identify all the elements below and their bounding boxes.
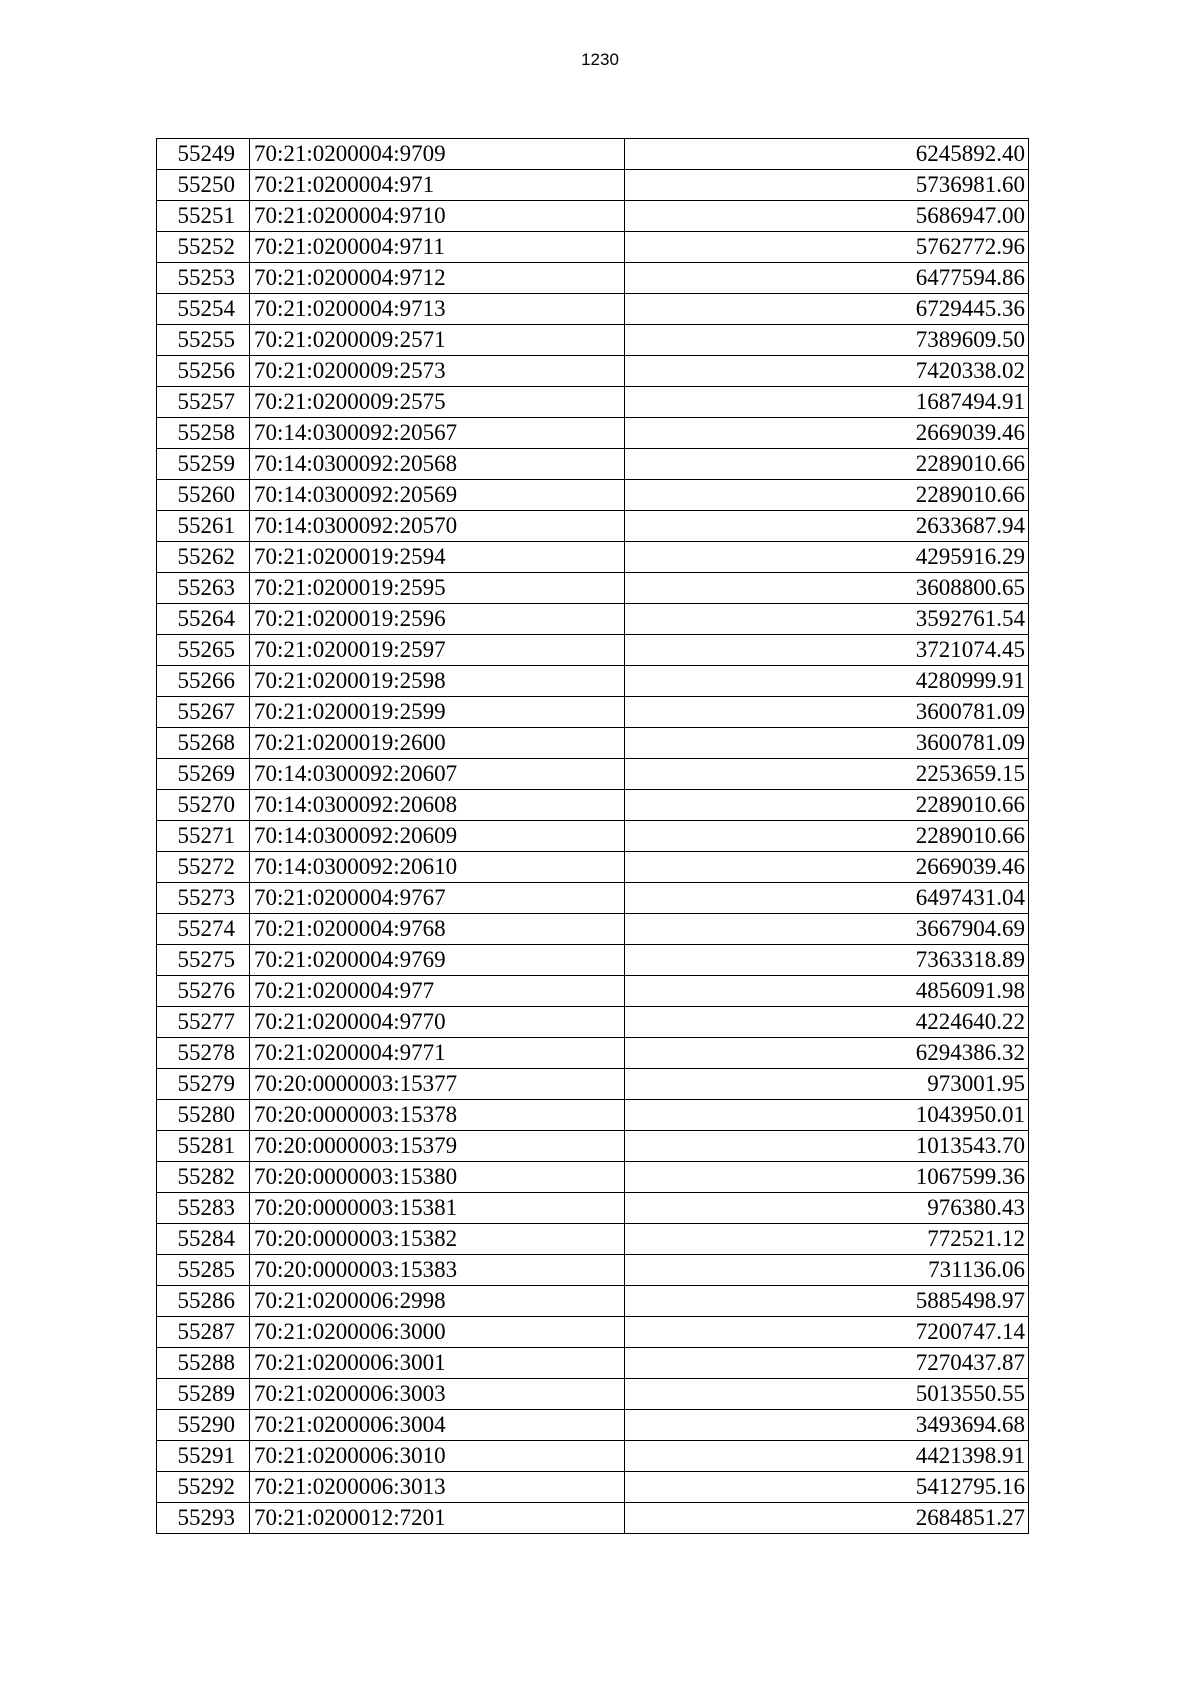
- row-number-cell: 55272: [157, 852, 250, 883]
- cadastral-number-cell: 70:21:0200004:9771: [250, 1038, 625, 1069]
- cadastral-value-cell: 6245892.40: [625, 139, 1029, 170]
- cadastral-number-cell: 70:21:0200004:9710: [250, 201, 625, 232]
- cadastral-value-cell: 2289010.66: [625, 821, 1029, 852]
- cadastral-number-cell: 70:20:0000003:15378: [250, 1100, 625, 1131]
- cadastral-number-cell: 70:21:0200019:2597: [250, 635, 625, 666]
- cadastral-number-cell: 70:14:0300092:20608: [250, 790, 625, 821]
- table-row: [157, 1503, 1029, 1534]
- table-row: [157, 976, 1029, 1007]
- row-number-cell: 55290: [157, 1410, 250, 1441]
- row-number-cell: 55271: [157, 821, 250, 852]
- cadastral-value-cell: 5885498.97: [625, 1286, 1029, 1317]
- table-body: [157, 139, 1029, 1534]
- table-row: [157, 1007, 1029, 1038]
- row-number-cell: 55257: [157, 387, 250, 418]
- row-number-cell: 55291: [157, 1441, 250, 1472]
- cadastral-value-cell: 6729445.36: [625, 294, 1029, 325]
- table-row: [157, 356, 1029, 387]
- cadastral-number-cell: 70:21:0200006:2998: [250, 1286, 625, 1317]
- cadastral-value-cell: 3667904.69: [625, 914, 1029, 945]
- table-row: [157, 883, 1029, 914]
- cadastral-number-cell: 70:21:0200006:3000: [250, 1317, 625, 1348]
- cadastral-value-cell: 6294386.32: [625, 1038, 1029, 1069]
- table-row: [157, 263, 1029, 294]
- cadastral-value-cell: 973001.95: [625, 1069, 1029, 1100]
- cadastral-number-cell: 70:21:0200009:2571: [250, 325, 625, 356]
- row-number-cell: 55250: [157, 170, 250, 201]
- cadastral-number-cell: 70:21:0200019:2595: [250, 573, 625, 604]
- row-number-cell: 55255: [157, 325, 250, 356]
- cadastral-number-cell: 70:21:0200009:2573: [250, 356, 625, 387]
- table-row: [157, 1131, 1029, 1162]
- row-number-cell: 55252: [157, 232, 250, 263]
- cadastral-number-cell: 70:21:0200019:2600: [250, 728, 625, 759]
- cadastral-number-cell: 70:21:0200004:9711: [250, 232, 625, 263]
- table-row: [157, 325, 1029, 356]
- row-number-cell: 55285: [157, 1255, 250, 1286]
- table-row: [157, 170, 1029, 201]
- cadastral-value-cell: 2669039.46: [625, 852, 1029, 883]
- cadastral-number-cell: 70:14:0300092:20568: [250, 449, 625, 480]
- cadastral-number-cell: 70:21:0200006:3010: [250, 1441, 625, 1472]
- cadastral-value-cell: 5412795.16: [625, 1472, 1029, 1503]
- cadastral-number-cell: 70:21:0200004:9769: [250, 945, 625, 976]
- row-number-cell: 55254: [157, 294, 250, 325]
- row-number-cell: 55251: [157, 201, 250, 232]
- cadastral-value-cell: 4295916.29: [625, 542, 1029, 573]
- page-number: 1230: [581, 50, 619, 69]
- table-row: [157, 852, 1029, 883]
- row-number-cell: 55270: [157, 790, 250, 821]
- cadastral-value-cell: 4856091.98: [625, 976, 1029, 1007]
- row-number-cell: 55264: [157, 604, 250, 635]
- cadastral-value-cell: 1067599.36: [625, 1162, 1029, 1193]
- cadastral-number-cell: 70:21:0200004:9709: [250, 139, 625, 170]
- cadastral-value-cell: 7363318.89: [625, 945, 1029, 976]
- cadastral-value-cell: 4224640.22: [625, 1007, 1029, 1038]
- cadastral-number-cell: 70:21:0200006:3001: [250, 1348, 625, 1379]
- cadastral-value-cell: 6497431.04: [625, 883, 1029, 914]
- row-number-cell: 55280: [157, 1100, 250, 1131]
- row-number-cell: 55281: [157, 1131, 250, 1162]
- cadastral-value-cell: 2289010.66: [625, 480, 1029, 511]
- cadastral-number-cell: 70:14:0300092:20607: [250, 759, 625, 790]
- row-number-cell: 55284: [157, 1224, 250, 1255]
- cadastral-number-cell: 70:14:0300092:20567: [250, 418, 625, 449]
- cadastral-value-cell: 5762772.96: [625, 232, 1029, 263]
- cadastral-value-cell: 3721074.45: [625, 635, 1029, 666]
- cadastral-number-cell: 70:21:0200009:2575: [250, 387, 625, 418]
- cadastral-number-cell: 70:21:0200006:3013: [250, 1472, 625, 1503]
- cadastral-value-cell: 6477594.86: [625, 263, 1029, 294]
- table-row: [157, 1100, 1029, 1131]
- table-row: [157, 1317, 1029, 1348]
- row-number-cell: 55273: [157, 883, 250, 914]
- cadastral-value-cell: 731136.06: [625, 1255, 1029, 1286]
- cadastral-number-cell: 70:14:0300092:20569: [250, 480, 625, 511]
- cadastral-value-cell: 5686947.00: [625, 201, 1029, 232]
- cadastral-value-cell: 3600781.09: [625, 697, 1029, 728]
- cadastral-number-cell: 70:21:0200004:9768: [250, 914, 625, 945]
- cadastral-value-cell: 7200747.14: [625, 1317, 1029, 1348]
- table-row: [157, 418, 1029, 449]
- row-number-cell: 55292: [157, 1472, 250, 1503]
- table-row: [157, 1286, 1029, 1317]
- table-row: [157, 697, 1029, 728]
- table-row: [157, 759, 1029, 790]
- table-row: [157, 1348, 1029, 1379]
- cadastral-number-cell: 70:20:0000003:15379: [250, 1131, 625, 1162]
- cadastral-number-cell: 70:21:0200004:9713: [250, 294, 625, 325]
- cadastral-value-cell: 1013543.70: [625, 1131, 1029, 1162]
- table-row: [157, 139, 1029, 170]
- table-row: [157, 573, 1029, 604]
- row-number-cell: 55267: [157, 697, 250, 728]
- row-number-cell: 55283: [157, 1193, 250, 1224]
- cadastral-number-cell: 70:14:0300092:20609: [250, 821, 625, 852]
- table-row: [157, 449, 1029, 480]
- cadastral-number-cell: 70:21:0200004:977: [250, 976, 625, 1007]
- cadastral-number-cell: 70:14:0300092:20570: [250, 511, 625, 542]
- row-number-cell: 55268: [157, 728, 250, 759]
- cadastral-number-cell: 70:21:0200004:9770: [250, 1007, 625, 1038]
- row-number-cell: 55259: [157, 449, 250, 480]
- table-row: [157, 1379, 1029, 1410]
- row-number-cell: 55256: [157, 356, 250, 387]
- row-number-cell: 55269: [157, 759, 250, 790]
- cadastral-value-cell: 2669039.46: [625, 418, 1029, 449]
- row-number-cell: 55275: [157, 945, 250, 976]
- cadastral-value-cell: 3600781.09: [625, 728, 1029, 759]
- cadastral-number-cell: 70:21:0200004:971: [250, 170, 625, 201]
- cadastral-value-cell: 1043950.01: [625, 1100, 1029, 1131]
- cadastral-value-cell: 2289010.66: [625, 790, 1029, 821]
- cadastral-number-cell: 70:21:0200006:3004: [250, 1410, 625, 1441]
- row-number-cell: 55282: [157, 1162, 250, 1193]
- table-row: [157, 294, 1029, 325]
- cadastral-number-cell: 70:21:0200006:3003: [250, 1379, 625, 1410]
- cadastral-number-cell: 70:20:0000003:15383: [250, 1255, 625, 1286]
- cadastral-number-cell: 70:21:0200019:2599: [250, 697, 625, 728]
- cadastral-number-cell: 70:21:0200004:9767: [250, 883, 625, 914]
- row-number-cell: 55278: [157, 1038, 250, 1069]
- row-number-cell: 55289: [157, 1379, 250, 1410]
- cadastral-number-cell: 70:20:0000003:15381: [250, 1193, 625, 1224]
- cadastral-value-cell: 7389609.50: [625, 325, 1029, 356]
- table-row: [157, 480, 1029, 511]
- row-number-cell: 55265: [157, 635, 250, 666]
- table-row: [157, 232, 1029, 263]
- cadastral-value-cell: 976380.43: [625, 1193, 1029, 1224]
- table-row: [157, 604, 1029, 635]
- row-number-cell: 55279: [157, 1069, 250, 1100]
- table-row: [157, 542, 1029, 573]
- cadastral-value-table: [156, 138, 1029, 1534]
- table-row: [157, 790, 1029, 821]
- cadastral-value-cell: 2684851.27: [625, 1503, 1029, 1534]
- table-row: [157, 1255, 1029, 1286]
- cadastral-value-cell: 4421398.91: [625, 1441, 1029, 1472]
- cadastral-value-cell: 3493694.68: [625, 1410, 1029, 1441]
- cadastral-value-cell: 4280999.91: [625, 666, 1029, 697]
- table-row: [157, 914, 1029, 945]
- row-number-cell: 55260: [157, 480, 250, 511]
- table-row: [157, 1038, 1029, 1069]
- cadastral-value-cell: 772521.12: [625, 1224, 1029, 1255]
- row-number-cell: 55262: [157, 542, 250, 573]
- cadastral-number-cell: 70:20:0000003:15377: [250, 1069, 625, 1100]
- cadastral-value-cell: 2289010.66: [625, 449, 1029, 480]
- cadastral-value-cell: 5013550.55: [625, 1379, 1029, 1410]
- row-number-cell: 55258: [157, 418, 250, 449]
- row-number-cell: 55287: [157, 1317, 250, 1348]
- table-row: [157, 387, 1029, 418]
- table-row: [157, 1224, 1029, 1255]
- table-row: [157, 1441, 1029, 1472]
- cadastral-value-cell: 2253659.15: [625, 759, 1029, 790]
- cadastral-number-cell: 70:21:0200012:7201: [250, 1503, 625, 1534]
- table-row: [157, 666, 1029, 697]
- cadastral-number-cell: 70:21:0200019:2594: [250, 542, 625, 573]
- table-row: [157, 201, 1029, 232]
- table-row: [157, 1410, 1029, 1441]
- table-row: [157, 1193, 1029, 1224]
- cadastral-value-cell: 5736981.60: [625, 170, 1029, 201]
- table-row: [157, 511, 1029, 542]
- row-number-cell: 55293: [157, 1503, 250, 1534]
- cadastral-value-cell: 3592761.54: [625, 604, 1029, 635]
- row-number-cell: 55253: [157, 263, 250, 294]
- row-number-cell: 55277: [157, 1007, 250, 1038]
- row-number-cell: 55288: [157, 1348, 250, 1379]
- table-row: [157, 635, 1029, 666]
- table-row: [157, 1472, 1029, 1503]
- table-row: [157, 1162, 1029, 1193]
- cadastral-value-cell: 1687494.91: [625, 387, 1029, 418]
- cadastral-number-cell: 70:21:0200019:2598: [250, 666, 625, 697]
- table-row: [157, 945, 1029, 976]
- table-row: [157, 1069, 1029, 1100]
- table-row: [157, 728, 1029, 759]
- row-number-cell: 55249: [157, 139, 250, 170]
- row-number-cell: 55261: [157, 511, 250, 542]
- row-number-cell: 55274: [157, 914, 250, 945]
- cadastral-number-cell: 70:20:0000003:15382: [250, 1224, 625, 1255]
- cadastral-value-cell: 7420338.02: [625, 356, 1029, 387]
- cadastral-value-cell: 7270437.87: [625, 1348, 1029, 1379]
- cadastral-number-cell: 70:21:0200004:9712: [250, 263, 625, 294]
- cadastral-number-cell: 70:20:0000003:15380: [250, 1162, 625, 1193]
- row-number-cell: 55263: [157, 573, 250, 604]
- cadastral-value-cell: 2633687.94: [625, 511, 1029, 542]
- table-row: [157, 821, 1029, 852]
- row-number-cell: 55266: [157, 666, 250, 697]
- cadastral-number-cell: 70:21:0200019:2596: [250, 604, 625, 635]
- row-number-cell: 55276: [157, 976, 250, 1007]
- row-number-cell: 55286: [157, 1286, 250, 1317]
- cadastral-value-cell: 3608800.65: [625, 573, 1029, 604]
- cadastral-number-cell: 70:14:0300092:20610: [250, 852, 625, 883]
